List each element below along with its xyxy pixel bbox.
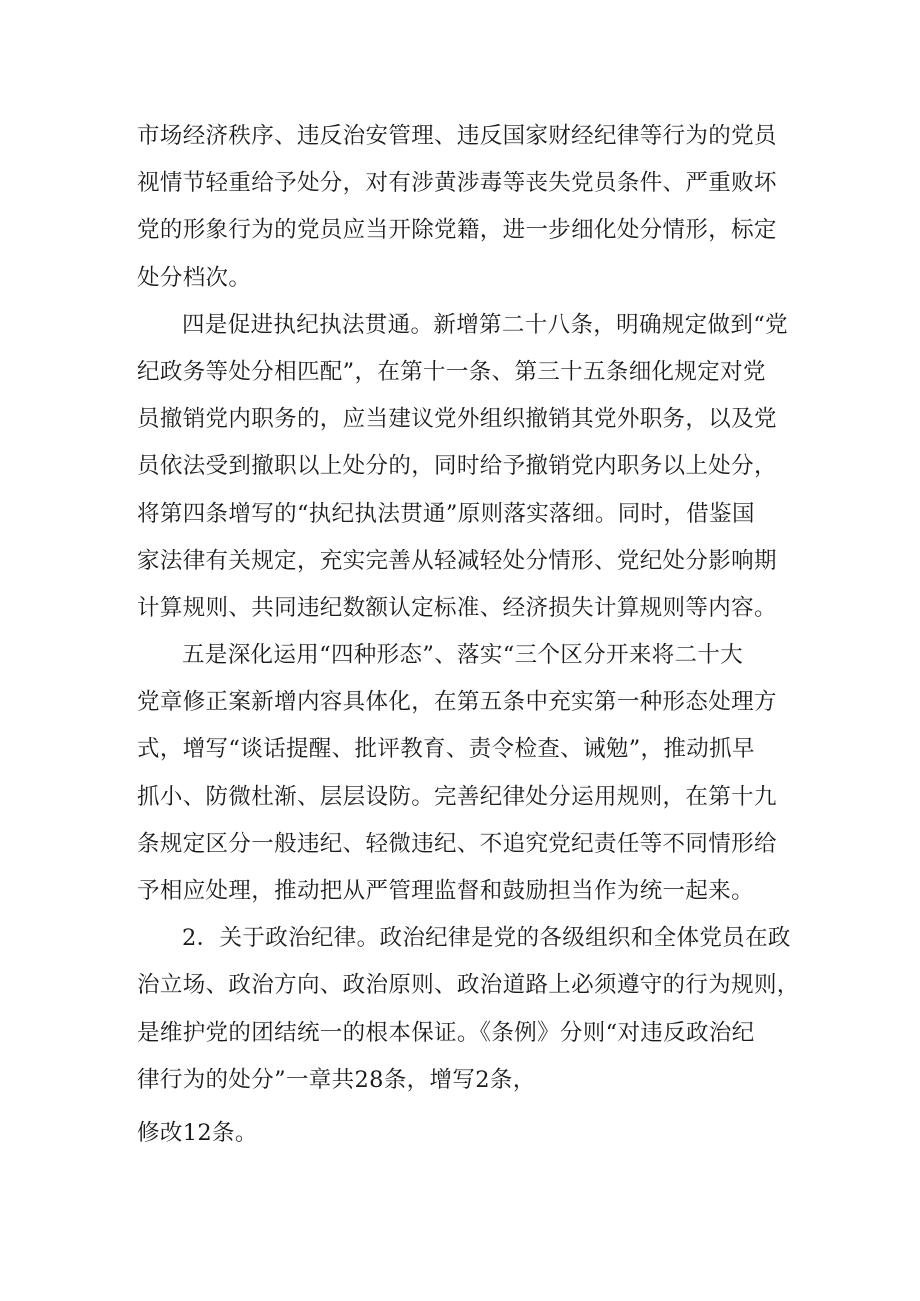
paragraph-line: 抓小、防微杜渐、层层设防。完善纪律处分运用规则，在第十九 (137, 783, 777, 810)
paragraph-line: 治立场、政治方向、政治原则、政治道路上必须遵守的行为规则， (137, 972, 800, 999)
paragraph-start-line: 2．关于政治纪律。政治纪律是党的各级组织和全体党员在政 (182, 925, 791, 952)
document-body (137, 113, 800, 1157)
paragraph-line: 是维护党的团结统一的根本保证。《条例》分则“对违反政治纪 (137, 1019, 755, 1046)
paragraph-start-line: 四是促进执纪执法贯通。新增第二十八条，明确规定做到“党 (182, 311, 788, 338)
paragraph-line: 将第四条增写的“执纪执法贯通”原则落实落细。同时，借鉴国 (137, 500, 755, 527)
paragraph-line: 予相应处理，推动把从严管理监督和鼓励担当作为统一起来。 (137, 878, 754, 904)
paragraph-line: 计算规则、共同违纪数额认定标准、经济损失计算规则等内容。 (137, 594, 777, 621)
paragraph-line: 修改12条。 (137, 1119, 258, 1146)
paragraph-line: 式，增写“谈话提醒、批评教育、责令检查、诫勉”，推动抓早 (137, 736, 755, 763)
paragraph-line: 员撤销党内职务的，应当建议党外组织撤销其党外职务，以及党 (137, 406, 777, 433)
paragraph-start-line: 五是深化运用“四种形态”、落实“三个区分开来将二十大 (182, 642, 744, 669)
paragraph-line: 党的形象行为的党员应当开除党籍，进一步细化处分情形，标定 (137, 217, 777, 244)
paragraph-line: 员依法受到撤职以上处分的，同时给予撤销党内职务以上处分， (137, 453, 777, 480)
paragraph-line: 市场经济秩序、违反治安管理、违反国家财经纪律等行为的党员 (137, 123, 777, 149)
paragraph-line: 处分档次。 (137, 264, 252, 291)
paragraph-line: 律行为的处分”一章共28条，增写2条， (137, 1066, 536, 1093)
paragraph-line: 纪政务等处分相匹配”，在第十一条、第三十五条细化规定对党 (137, 358, 766, 385)
paragraph-line: 党章修正案新增内容具体化，在第五条中充实第一种形态处理方 (137, 689, 777, 716)
paragraph-line: 条规定区分一般违纪、轻微违纪、不追究党纪责任等不同情形给 (137, 830, 777, 857)
paragraph-line: 家法律有关规定，充实完善从轻减轻处分情形、党纪处分影响期 (137, 547, 777, 574)
paragraph-line: 视情节轻重给予处分，对有涉黄涉毒等丧失党员条件、严重败坏 (137, 170, 777, 197)
